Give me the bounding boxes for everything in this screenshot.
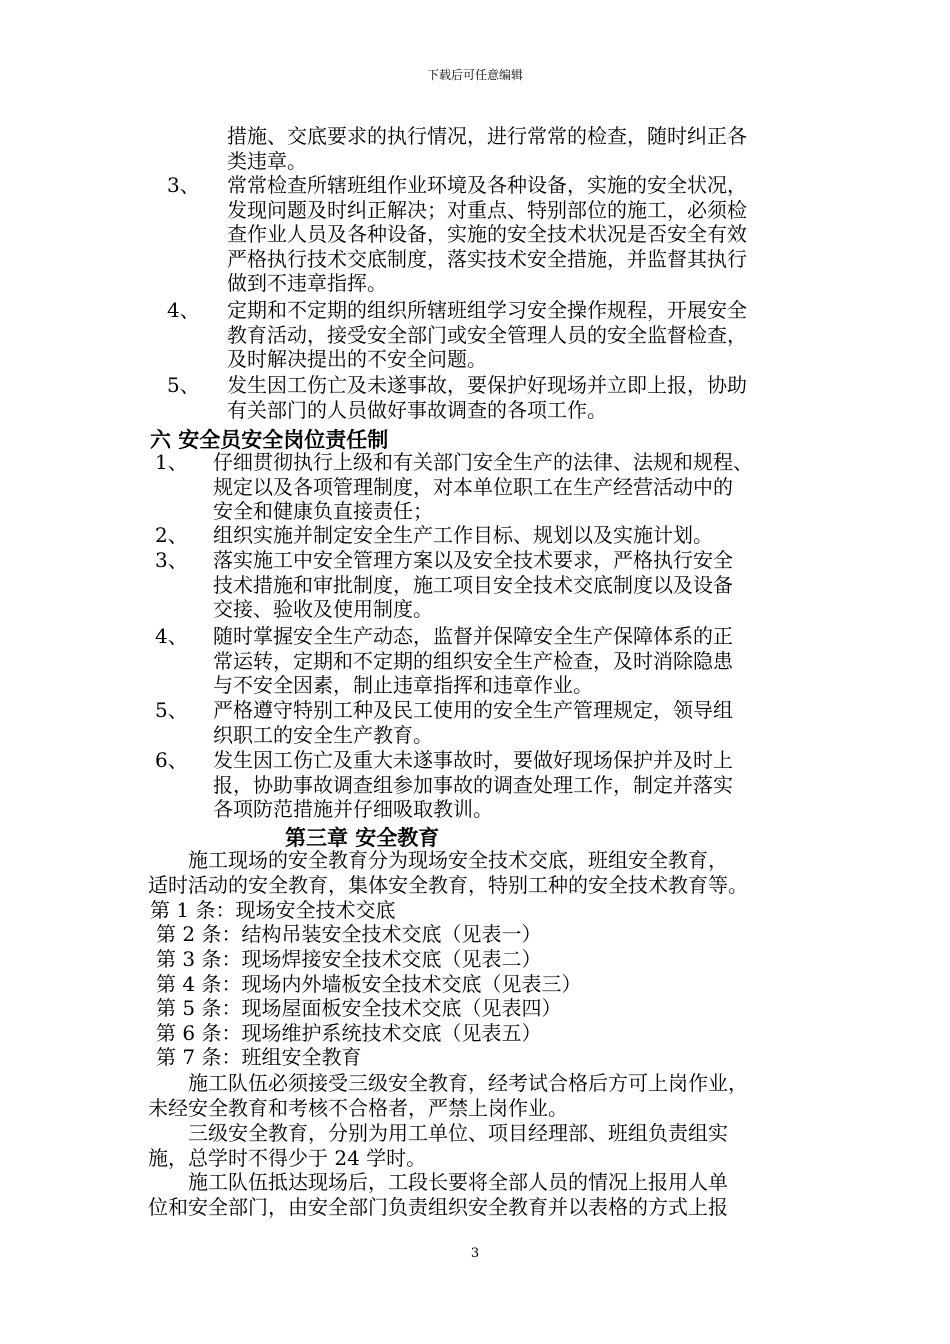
article-line: 第 4 条：现场内外墙板安全技术交底（见表三） [156,972,582,996]
list-item-number: 1、 [155,450,188,474]
list-item-number: 5、 [155,698,188,722]
paragraph: 三级安全教育，分别为用工单位、项目经理部、班组负责组实 施，总学时不得少于 24 学时。 [148,1121,728,1170]
page-header: 下载后可任意编辑 [426,68,523,82]
document-page: 下载后可任意编辑 措施、交底要求的执行情况，进行常常的检查，随时纠正各 类违章。 3、 常常检查所辖班组作业环境及各种设备，实施的安全状况， 发现问题及时纠正解决；对重点、特别部位的施工，必须检 查作业人员及各种设备，实施的安全技术状况是否安全有效 严格执行技术交底制度，落实技术安全措施，并监督其执行 做到不违章指挥。 4、 定期和不定期的组织所辖班组学习安全操作规程，开展安全 教育活动，接受安全部门或安全管理人员的安全监督检查， 及时解决提出的不安全问题。 5、 发生因工伤亡及未遂事故，要保护好现场并立即上报，协助 有关部门的人员做好事故调查的各项工作。 六 安全员安全岗位责任制 1、 仔细贯彻执行上级和有关部门安全生产的法律、法规和规程、 规定以及各项管理制度，对本单位职工在生产经营活动中的 安全和健康负直接责任； 2、 组织实施并制定安全生产工作目标、规划以及实施计划。 3、 落实施工中安全管理方案以及安全技术要求，严格执行安全 技术措施和审批制度，施工项目安全技术交底制度以及设备 交接、验收及使用制度。 4、 随时掌握安全生产动态，监督并保障安全生产保障体系的正 常运转，定期和不定期的组织安全生产检查，及时消除隐患 与不安全因素，制止违章指挥和违章作业。 5、 严格遵守特别工种及民工使用的安全生产管理规定，领导组 织职工的安全生产教育。 6、 发生因工伤亡及重大未遂事故时，要做好现场保护并及时上 报，协助事故调查组参加事故的调查处理工作，制定并落实 各项防范措施并仔细吸取教训。 第三章 安全教育 施工现场的安全教育分为现场安全技术交底，班组安全教育， 适时活动的安全教育，集体安全教育，特别工种的安全技术教育等。 第 1 条：现场安全技术交底 第 2 条：结构吊装安全技术交底（见表一） 第 3 条：现场焊接安全技术交底（见表二） 第 4 条：现场内外墙板安全技术交底（见表三） 第 5 条：现场屋面板安全技术交底（见表四） 第 6 条：现场维护系统技术交底（见表五） 第 7 条：班组安全教育 施工队伍必须接受三级安全教育，经考试合格后方可上岗作业， 未经安全教育和考核不合格者，严禁上岗作业。 三级安全教育，分别为用工单位、项目经理部、班组负责组实 施，总学时不得少于 24 学时。 施工队伍抵达现场后，工段长要将全部人员的情况上报用人单 位和安全部门，由安全部门负责组织安全教育并以表格的方式上报 3 [0,0,950,1344]
list-item-number: 2、 [155,523,188,547]
article-line: 第 7 条：班组安全教育 [156,1045,362,1069]
list-item-number: 3、 [167,173,200,197]
article-line: 第 2 条：结构吊装安全技术交底（见表一） [156,922,542,946]
chapter-intro: 施工现场的安全教育分为现场安全技术交底，班组安全教育， 适时活动的安全教育，集体安全教育，特别工种的安全技术教育等。 [148,848,748,897]
continuation-text: 措施、交底要求的执行情况，进行常常的检查，随时纠正各 类违章。 [227,124,747,173]
list-item-number: 4、 [167,298,200,322]
section-heading: 六 安全员安全岗位责任制 [150,428,389,452]
page-number: 3 [470,1246,480,1261]
paragraph: 施工队伍必须接受三级安全教育，经考试合格后方可上岗作业， 未经安全教育和考核不合格者，严禁上岗作业。 [148,1071,748,1120]
chapter-title: 第三章 安全教育 [285,826,440,850]
paragraph: 施工队伍抵达现场后，工段长要将全部人员的情况上报用人单 位和安全部门，由安全部门负责组织安全教育并以表格的方式上报 [148,1170,728,1219]
list-item-number: 6、 [155,748,188,772]
article-line: 第 5 条：现场屋面板安全技术交底（见表四） [156,996,562,1020]
list-item-number: 4、 [155,624,188,648]
article-line: 第 1 条：现场安全技术交底 [150,898,396,922]
article-line: 第 3 条：现场焊接安全技术交底（见表二） [156,947,542,971]
article-line: 第 6 条：现场维护系统技术交底（见表五） [156,1021,542,1045]
list-item-number: 5、 [167,373,200,397]
list-item-number: 3、 [155,548,188,572]
